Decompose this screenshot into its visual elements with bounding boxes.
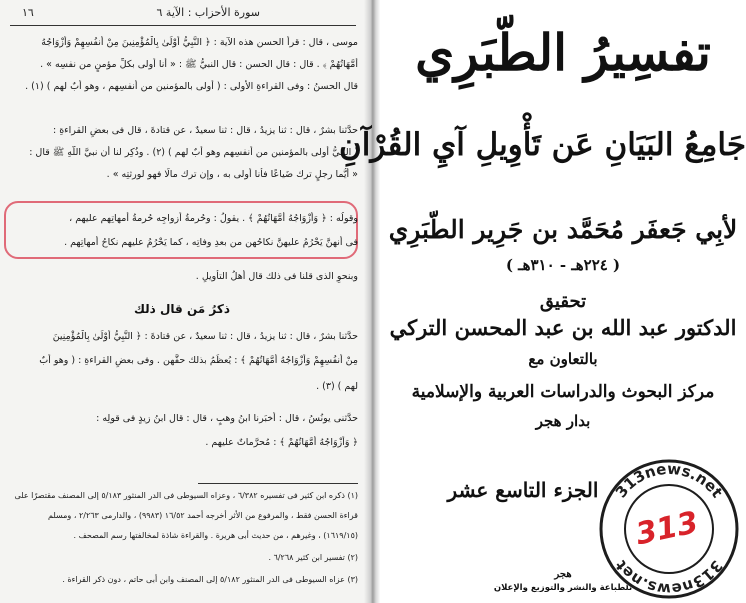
body-line: حدَّثنى يونُسُ ، قال : أخبَرنا ابنُ وهبٍ ، قال : قال ابنُ زيدٍ فى قولِه :: [96, 413, 358, 424]
page-number: ١٦: [22, 6, 34, 19]
footnote-line: (١٦١٩/١٥) ، وغيرهم ، من حديث أبى هريرة . والقراءة شاذة لمخالفتها رسم المصحف .: [73, 531, 358, 540]
publisher-line: بدار هجر: [535, 412, 591, 430]
author-name: لأبِي جَعفَر مُحَمَّد بن جَرِير الطّبَرِي: [388, 215, 738, 244]
book-subtitle: جَامِعُ البَيَانِ عَن تَأْوِيلِ آيِ القُرْآنِ: [339, 127, 746, 163]
site-watermark-stamp: [596, 456, 742, 602]
volume-label: الجزء التاسع عشر: [447, 478, 599, 502]
body-line: حدَّثنا بشرٌ ، قال : ثنا يزيدُ ، قال : ثنا سعيدٌ ، عن قتادةَ : ﴿ النَّبِيُّ أَوْلَىٰ بِالْمُؤْمِنِينَ: [52, 331, 358, 342]
research-center: مركز البحوث والدراسات العربية والإسلامية: [411, 382, 715, 402]
header-rule: [10, 25, 356, 26]
footnote-line: (٣) عزاه السيوطى فى الدر المنثور ٥/١٨٢ إلى المصنف وابن أبى حاتم ، دون ذكر القراءة .: [62, 575, 358, 584]
footnote-line: (٢) تفسير ابن كثير ٦/٢٦٨ .: [268, 553, 358, 562]
footnote-line: قراءة الحسن فقط ، والمرفوع من الأثر أخرجه أحمد ١٦/٥٢ (٩٩٨٣) ، والدارمى ٢/٢٦٣ ، ومسلم: [48, 511, 358, 520]
body-line: لهم ) (٣) .: [316, 381, 358, 392]
highlighted-line: وقولُه : ﴿ وَأَزْوَاجُهُ أُمَّهَاتُهُمْ ﴾ . يقولُ : وحُرمةُ أزواجِه حُرمةُ أمهاتِهم عليهم ،: [69, 213, 358, 224]
highlighted-passage-box: [4, 201, 358, 259]
body-line: وبنحوِ الذى قلنا فى ذلك قال أهلُ التأويلِ .: [195, 271, 358, 282]
body-line: « أيُّما رجلٍ ترك ضَياعًا فأنا أولى به ، وإن ترك مالًا فهو لورثتِه » .: [106, 169, 358, 180]
section-heading: ذكرُ مَن قال ذلك: [134, 302, 230, 316]
highlighted-line: فى أنهنَّ يَحْرُمُ عليهنَّ نكاحُهن من بعدِ وفاتِه ، كما يَحْرُمُ عليهم نكاحُ أمهاتِهم .: [64, 237, 358, 248]
footnote-line: (١) ذكره ابن كثير فى تفسيره ٦/٣٨٢ ، وعزاه السيوطى فى الدر المنثور ٥/١٨٣ إلى المصنف مقتصرًا على: [14, 491, 358, 500]
body-line: ( النبيُّ أولى بالمؤمنين من أنفسِهم وهو أبٌ لهم ) (٢) . وذُكِر لنا أن نبيَّ اللَّهِ ﷺ قال :: [29, 147, 358, 158]
sura-reference: سورة الأحزاب : الآية ٦: [156, 6, 260, 19]
tahqiq-label: تحقيق: [539, 291, 587, 312]
footnote-rule: [198, 483, 358, 484]
press-logo-text: هجر: [554, 569, 572, 580]
editor-name: الدكتور عبد الله بن عبد المحسن التركي: [389, 315, 737, 340]
body-line: ﴿ وَأَزْوَاجُهُ أُمَّهَاتُهُمْ ﴾ : مُحرَّماتٌ عليهم .: [205, 437, 358, 448]
book-title: تفسِيرُ الطّبَرِي: [415, 23, 711, 82]
body-line: أُمَّهَاتُهُمْ ﴾ . قال : قال الحسن : قال النبيُّ ﷺ : « أنا أولى بكلِّ مؤمنٍ من نفسِه » .: [40, 59, 358, 70]
book-gutter: [364, 0, 380, 603]
left-page: [0, 0, 364, 603]
cooperation-label: بالتعاون مع: [528, 350, 598, 368]
page-header: [0, 0, 364, 26]
author-dates: ( ٢٢٤هـ - ٣١٠هـ ): [505, 256, 621, 274]
press-full-name: للطباعة والنشر والتوزيع والإعلان: [493, 583, 633, 593]
stamp-site-text-bottom: 313news.net: [611, 556, 727, 599]
body-line: موسى ، قال : قرأ الحسن هذه الآية : ﴿ النَّبِيُّ أَوْلَىٰ بِالْمُؤْمِنِينَ مِنْ أَنفُسِهِمْ وَأَزْوَاجُهُ: [41, 37, 358, 48]
body-line: حدَّثنا بشرٌ ، قال : ثنا يزيدُ ، قال : ثنا سعيدٌ ، عن قتادةَ ، قال فى بعضِ القراءةِ :: [52, 125, 358, 136]
stamp-site-text-top: 313news.net: [611, 459, 727, 502]
body-line: مِنْ أَنفُسِهِمْ وَأَزْوَاجُهُ أُمَّهَاتُهُمْ ﴾ : يُعظِّمُ بذلك حقَّهن . وفى بعضِ القراءةِ : ( وهو أبٌ: [39, 355, 358, 366]
stamp-number: 313: [632, 505, 702, 553]
body-line: قال الحسنُ : وفى القراءةِ الأولى : ( أولى بالمؤمنين من أنفسِهم ، وهو أبٌ لهم ) (١) .: [25, 81, 358, 92]
